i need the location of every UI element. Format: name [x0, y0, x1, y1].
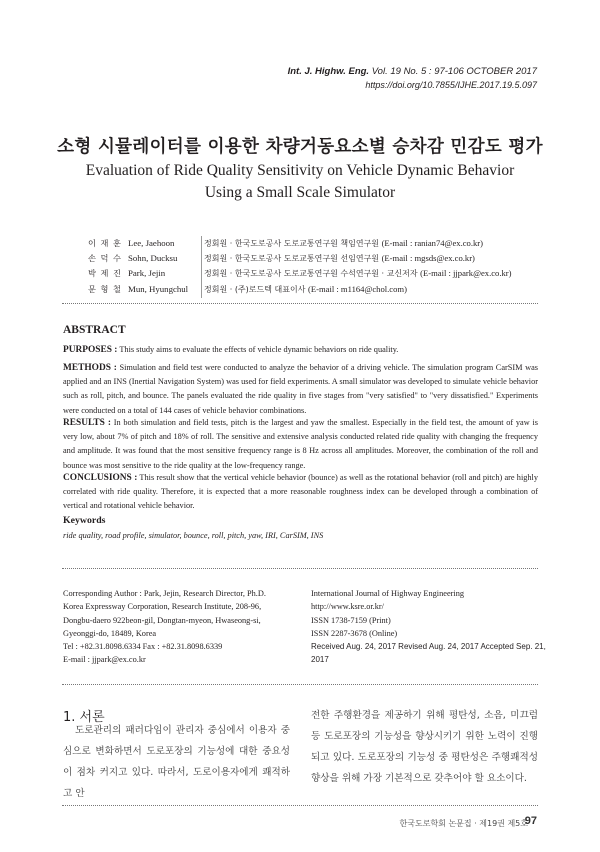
journal-name: International Journal of Highway Engineering — [311, 589, 464, 598]
divider-rule — [62, 805, 538, 806]
divider-rule — [62, 303, 538, 304]
author-row — [88, 266, 512, 281]
author-name-en: Lee, Jaehoon — [128, 238, 175, 248]
author-affiliation: 정회원 · (주)로드텍 대표이사 (E-mail : m1164@chol.com) — [204, 283, 407, 294]
body-column-right: 전한 주행환경을 제공하기 위해 평탄성, 소음, 미끄럼 등 도로포장의 기능성을 향상시키기 위한 노력이 진행되고 있다. 도로포장의 기능성 중 평탄성은 주행쾌적성 향상을 위해 가장 기본적으로 갖추어야 할 요소이다. — [311, 710, 538, 784]
divider-rule — [62, 568, 538, 569]
author-affiliation: 정회원 · 한국도로공사 도로교통연구원 선임연구원 (E-mail : mgsds@ex.co.kr) — [204, 253, 475, 264]
title-english — [0, 160, 600, 204]
corr-line: Dongbu-daero 922beon-gil, Dongtan-myeon, Hwaseong-si, — [63, 615, 261, 625]
abstract-methods — [63, 361, 538, 418]
journal-info-block — [311, 587, 551, 667]
conclusions-label: CONCLUSIONS : — [63, 473, 138, 483]
author-row — [88, 282, 512, 297]
keywords-text: ride quality, road profile, simulator, bounce, roll, pitch, yaw, IRI, CarSIM, INS — [63, 531, 324, 540]
author-affiliation: 정회원 · 한국도로공사 도로교통연구원 수석연구원 · 교신저자 (E-mail : jjpark@ex.co.kr) — [204, 268, 512, 279]
results-label: RESULTS : — [63, 418, 111, 428]
corr-line: Korea Expressway Corporation, Research Institute, 208-96, — [63, 602, 262, 612]
journal-abbrev: Int. J. Highw. Eng. — [287, 66, 370, 77]
page-number: 97 — [524, 815, 537, 827]
volume-info: Vol. 19 No. 5 : 97-106 OCTOBER 2017 — [371, 66, 537, 77]
author-name-ko: 이 재 훈 — [88, 238, 122, 248]
methods-label: METHODS : — [63, 363, 117, 373]
issn-print: ISSN 1738-7159 (Print) — [311, 615, 391, 625]
author-divider — [201, 236, 202, 298]
corr-line: Gyeonggi-do, 18489, Korea — [63, 628, 157, 638]
conclusions-text: This result show that the vertical vehicle behavior (bounce) as well as the rotational behavior (roll and pitch) are highly correlated with ride quality. Therefore, it is expected that a more reasonable roughness index can be developed through a combination of vertical and rotational vehicle behavior. — [63, 473, 539, 511]
doi-link[interactable]: https://doi.org/10.7855/IJHE.2017.19.5.097 — [365, 80, 537, 90]
title-english-line2: Using a Small Scale Simulator — [204, 184, 396, 201]
author-name-ko: 손 덕 수 — [88, 253, 122, 264]
body-column-left: 도로관리의 패러다임이 관리자 중심에서 이용자 중심으로 변화하면서 도로포장의 기능성에 대한 중요성이 점차 커지고 있다. 따라서, 도로이용자에게 쾌적하고 안 — [63, 725, 290, 799]
abstract-results — [63, 416, 538, 473]
section-heading: 1. 서론 — [63, 710, 105, 725]
title-korean: 소형 시뮬레이터를 이용한 차량거동요소별 승차감 민감도 평가 — [57, 137, 543, 157]
author-email[interactable]: (E-mail : jjpark@ex.co.kr) — [420, 268, 512, 279]
title-english-line1: Evaluation of Ride Quality Sensitivity on Vehicle Dynamic Behavior — [85, 162, 515, 179]
abstract-heading: ABSTRACT — [63, 324, 126, 336]
footer-journal: 한국도로학회 논문집 · 제19권 제5호 — [399, 819, 528, 828]
submission-dates: Received Aug. 24, 2017 Revised Aug. 24, 2017 Accepted Sep. 21, 2017 — [311, 642, 546, 665]
author-email[interactable]: (E-mail : mgsds@ex.co.kr) — [381, 253, 475, 264]
author-name-en: Park, Jejin — [128, 268, 166, 279]
author-affiliation: 정회원 · 한국도로공사 도로교통연구원 책임연구원 (E-mail : ranian74@ex.co.kr) — [204, 238, 484, 248]
issn-online: ISSN 2287-3678 (Online) — [311, 628, 398, 638]
corr-email[interactable]: E-mail : jjpark@ex.co.kr — [63, 655, 146, 665]
results-text: In both simulation and field tests, pitch is the largest and yaw the smallest. Especially in the field test, the amount of yaw is very low, about 7% of pitch and 18% of roll. The sensitive and extensive analysis conducted related ride quality with changing the frequency and amplitude. It was found that the most sensitive frequency range is 8 Hz across all amplitudes. Moreover, the combination of the roll and bounce was most sensitive to the ride quality at the low-frequency range. — [63, 418, 538, 470]
purposes-label: PURPOSES : — [63, 345, 118, 355]
author-row — [88, 251, 512, 266]
corresponding-author-block — [63, 587, 303, 667]
corr-line: Tel : +82.31.8098.6334 Fax : +82.31.8098.6339 — [63, 642, 223, 652]
author-name-ko: 박 제 진 — [88, 268, 122, 279]
abstract-conclusions — [63, 471, 538, 514]
author-name-ko: 문 형 철 — [88, 283, 122, 294]
purposes-text: This study aims to evaluate the effects of vehicle dynamic behaviors on ride quality. — [117, 345, 399, 354]
author-name-en: Mun, Hyungchul — [128, 283, 189, 294]
author-email[interactable]: (E-mail : ranian74@ex.co.kr) — [381, 238, 484, 248]
divider-rule — [62, 684, 538, 685]
author-list — [88, 236, 512, 297]
journal-url[interactable]: http://www.ksre.or.kr/ — [311, 602, 384, 612]
author-name-en: Sohn, Ducksu — [128, 253, 178, 264]
journal-citation — [288, 66, 537, 77]
keywords-heading: Keywords — [63, 515, 106, 526]
corr-line: Corresponding Author : Park, Jejin, Research Director, Ph.D. — [63, 589, 266, 598]
methods-text: Simulation and field test were conducted to analyze the behavior of a driving vehicle. The simulation program CarSIM was applied and an INS (Inertial Navigation System) was used for field experiments. A small simulator was developed to simulate vehicle behavior such as roll, pitch, and bounce. The panels evaluated the ride quality in five stages from "very satisfied" to "very dissatisfied." Experiments were conducted on a total of 144 cases of vehicle behavior combinations. — [63, 363, 539, 415]
author-email[interactable]: (E-mail : m1164@chol.com) — [307, 283, 407, 294]
author-row — [88, 236, 512, 251]
abstract-purposes — [63, 343, 538, 357]
